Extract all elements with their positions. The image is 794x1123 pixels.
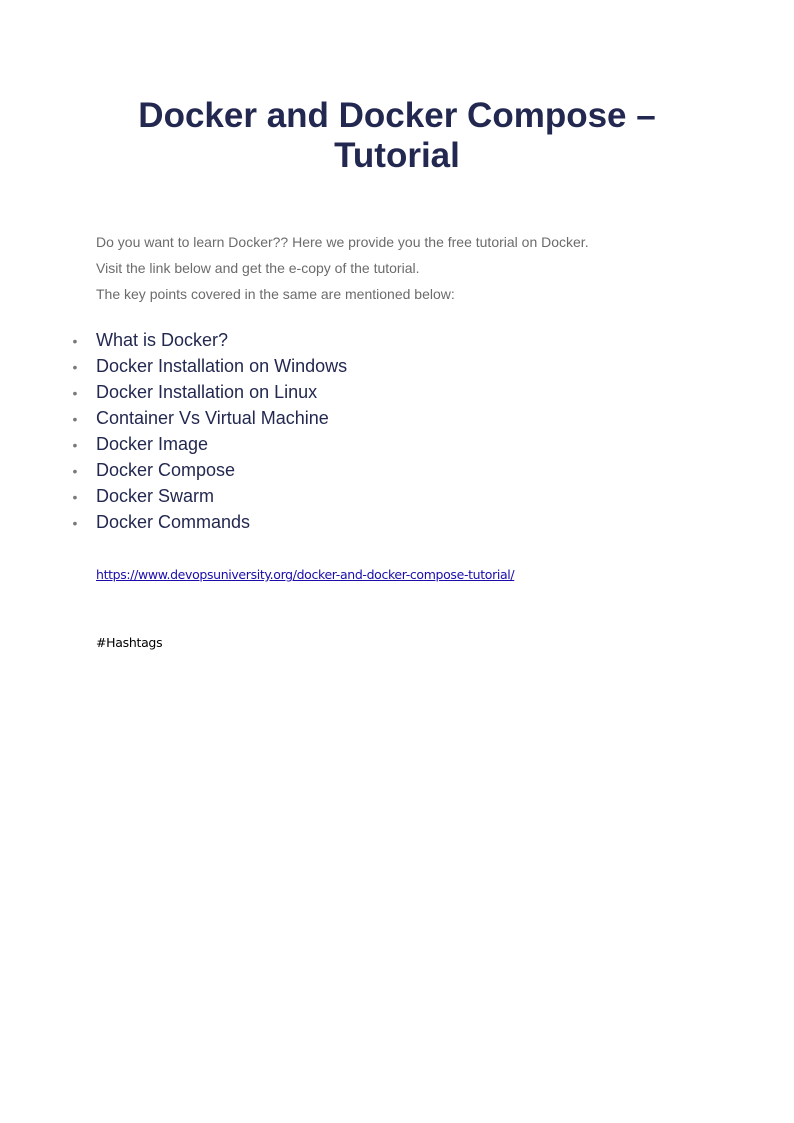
- list-item-label: What is Docker?: [96, 330, 229, 350]
- list-item: [72, 327, 716, 353]
- topics-list: [72, 327, 716, 535]
- page-title: Docker and Docker Compose – Tutorial: [138, 96, 656, 175]
- list-item: [72, 353, 716, 379]
- list-item-label: Docker Compose: [96, 460, 236, 480]
- list-item-label: Docker Swarm: [96, 486, 215, 506]
- bullet-icon: •: [72, 411, 78, 427]
- bullet-icon: •: [72, 333, 78, 349]
- list-item-label: Docker Commands: [96, 512, 251, 532]
- list-item-label: Docker Installation on Linux: [96, 382, 318, 402]
- bullet-icon: •: [72, 437, 78, 453]
- list-item: [72, 379, 716, 405]
- list-item: [72, 431, 716, 457]
- list-item-label: Docker Image: [96, 434, 209, 454]
- bullet-icon: •: [72, 463, 78, 479]
- list-item: [72, 457, 716, 483]
- bullet-icon: •: [72, 385, 78, 401]
- intro-line: The key points covered in the same are mentioned below:: [96, 286, 455, 302]
- list-item-label: Container Vs Virtual Machine: [96, 408, 329, 428]
- list-item: [72, 483, 716, 509]
- hashtags-text: #Hashtags: [96, 635, 163, 650]
- tutorial-link[interactable]: https://www.devopsuniversity.org/docker-and-docker-compose-tutorial/: [96, 567, 515, 582]
- list-item-label: Docker Installation on Windows: [96, 356, 348, 376]
- bullet-icon: •: [72, 515, 78, 531]
- list-item: [72, 405, 716, 431]
- bullet-icon: •: [72, 489, 78, 505]
- bullet-icon: •: [72, 359, 78, 375]
- intro-line: Do you want to learn Docker?? Here we provide you the free tutorial on Docker.: [96, 234, 589, 250]
- list-item: [72, 509, 716, 535]
- intro-paragraphs: [96, 229, 716, 307]
- intro-line: Visit the link below and get the e-copy of the tutorial.: [96, 260, 420, 276]
